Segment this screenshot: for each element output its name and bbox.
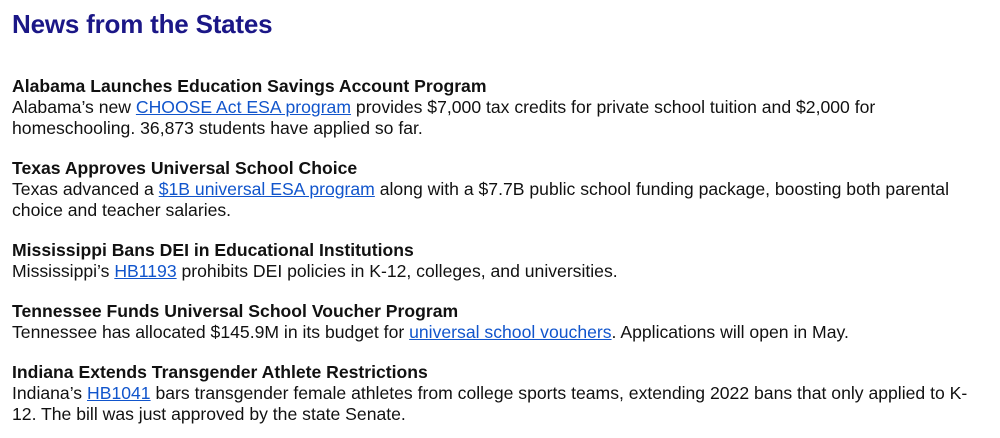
section-title: News from the States	[12, 9, 273, 39]
article-title: Tennessee Funds Universal School Voucher Program	[12, 301, 459, 321]
article-body	[12, 261, 988, 282]
article-text-before: Mississippi’s	[12, 261, 115, 281]
article-title: Texas Approves Universal School Choice	[12, 158, 358, 178]
article-text-before: Alabama’s new	[12, 97, 136, 117]
hb1041-link[interactable]: HB1041	[87, 383, 151, 403]
article-alabama	[12, 76, 988, 139]
article-body	[12, 322, 988, 343]
article-text-after: prohibits DEI policies in K-12, colleges, and universities.	[176, 261, 618, 281]
article-text-before: Indiana’s	[12, 383, 87, 403]
article-tennessee	[12, 301, 988, 343]
article-title: Indiana Extends Transgender Athlete Restrictions	[12, 362, 428, 382]
article-list	[12, 76, 988, 425]
article-text-after: provides $7,000 tax credits for private school tuition and $2,000 for homeschooling. 36,873 students have applied so far.	[12, 97, 876, 138]
article-text-after: bars transgender female athletes from college sports teams, extending 2022 bans that only applied to K-12. The bill was just approved by the state Senate.	[12, 383, 968, 424]
article-text-before: Tennessee has allocated $145.9M in its budget for	[12, 322, 410, 342]
universal-esa-program-link[interactable]: $1B universal ESA program	[158, 179, 375, 199]
article-title: Mississippi Bans DEI in Educational Institutions	[12, 240, 414, 260]
article-body	[12, 383, 988, 425]
article-indiana	[12, 362, 988, 425]
article-text-after: along with a $7.7B public school funding package, boosting both parental choice and teacher salaries.	[12, 179, 950, 220]
article-texas	[12, 158, 988, 221]
article-body	[12, 179, 988, 221]
choose-act-esa-link[interactable]: CHOOSE Act ESA program	[135, 97, 352, 117]
article-title: Alabama Launches Education Savings Account Program	[12, 76, 487, 96]
universal-school-vouchers-link[interactable]: universal school vouchers	[409, 322, 612, 342]
article-text-after: . Applications will open in May.	[611, 322, 849, 342]
article-mississippi	[12, 240, 988, 282]
article-text-before: Texas advanced a	[12, 179, 159, 199]
article-body	[12, 97, 988, 139]
hb1193-link[interactable]: HB1193	[114, 261, 177, 281]
